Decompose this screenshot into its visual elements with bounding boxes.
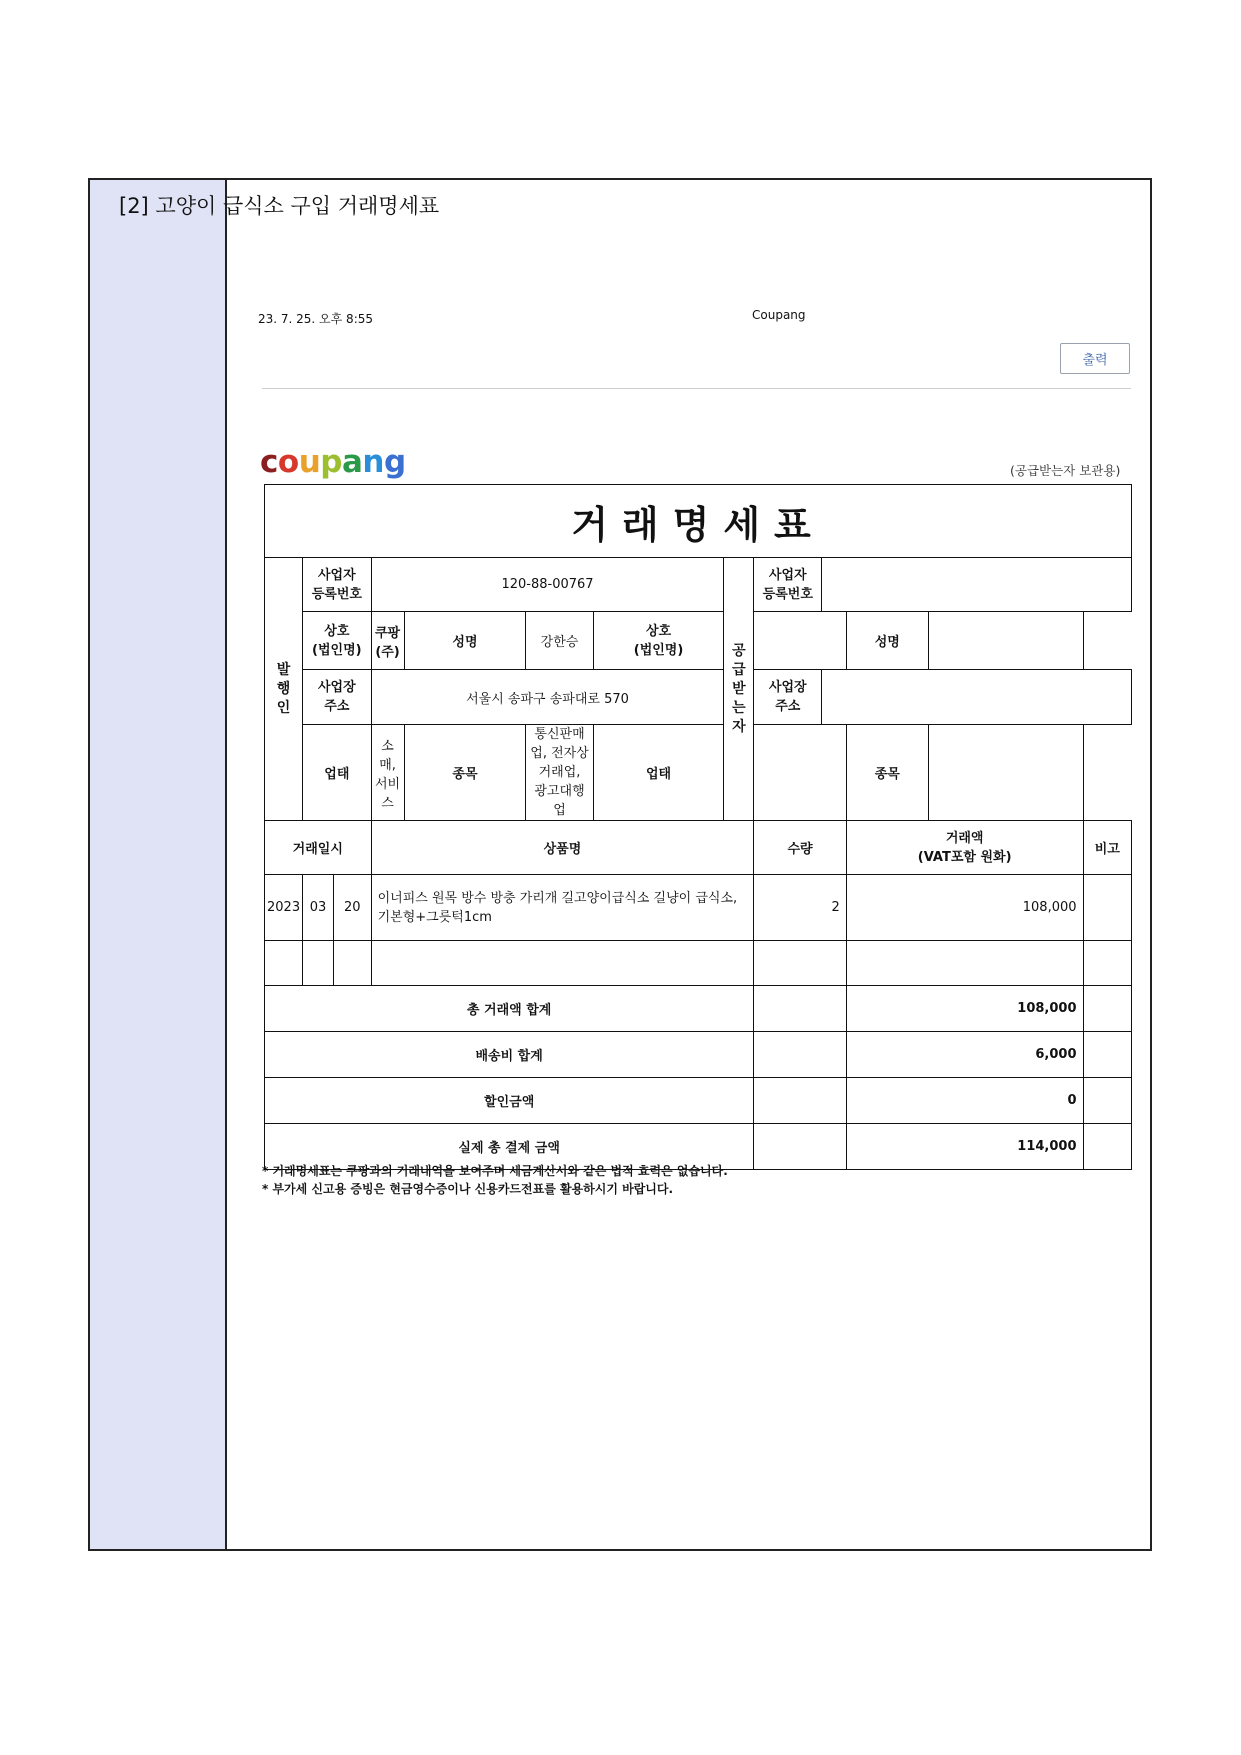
receiver-reg-no [822,558,1132,612]
item-day: 20 [333,875,371,941]
issuer-address-label: 사업장 주소 [303,670,371,725]
item-month: 03 [303,875,334,941]
logo-letter: u [298,444,321,480]
col-product-header: 상품명 [371,821,754,875]
footnotes [262,1162,728,1198]
logo-letter: n [362,444,384,480]
shipping-value: 6,000 [846,1032,1083,1078]
table-row [265,941,1132,986]
receiver-company [754,612,847,670]
issuer-biz-item-label: 종목 [404,725,526,821]
col-note-header: 비고 [1083,821,1131,875]
copy-type-note: (공급받는자 보관용) [1010,463,1121,478]
receiver-address [822,670,1132,725]
logo-letter: a [341,444,363,480]
item-qty: 2 [754,875,847,941]
payment-label: 실제 총 결제 금액 [265,1124,754,1170]
issuer-biz-type-label: 업태 [303,725,371,821]
receiver-name [928,612,1083,670]
issuer-company-label: 상호 (법인명) [303,612,371,670]
footnote: * 거래명세표는 쿠팡과의 거래내역을 보여주며 세금계산서와 같은 법적 효력은 없습니다. [262,1164,728,1178]
discount-label: 할인금액 [265,1078,754,1124]
issuer-company: 쿠팡(주) [371,612,404,670]
payment-value: 114,000 [846,1124,1083,1170]
logo-letter: o [277,444,299,480]
issuer-biz-item: 통신판매업, 전자상 거래업, 광고대행업 [526,725,593,821]
logo-letter: p [320,444,342,480]
receiver-name-label: 성명 [846,612,928,670]
total-value: 108,000 [846,986,1083,1032]
total-row [265,986,1132,1032]
total-row [265,1078,1132,1124]
receiver-biz-item-label: 종목 [846,725,928,821]
total-row [265,1032,1132,1078]
table-row [265,875,1132,941]
side-panel [90,180,227,1549]
coupang-logo [260,442,406,482]
receiver-biz-item [928,725,1083,821]
receiver-biz-type-label: 업태 [593,725,724,821]
item-product: 이너피스 원목 방수 방충 가리개 길고양이급식소 길냥이 급식소, 기본형+그릇턱1cm [371,875,754,941]
receiver-address-label: 사업장 주소 [754,670,822,725]
issuer-reg-no: 120-88-00767 [371,558,724,612]
discount-value: 0 [846,1078,1083,1124]
print-date: 23. 7. 25. 오후 8:55 [258,312,374,326]
item-year: 2023 [265,875,303,941]
site-name: Coupang [752,308,806,322]
invoice-table [264,484,1132,1170]
issuer-biz-type: 소매, 서비스 [371,725,404,821]
logo-letter: g [383,444,406,480]
item-note [1083,875,1131,941]
print-button[interactable]: 출력 [1060,343,1130,374]
receiver-company-label: 상호 (법인명) [593,612,724,670]
col-date-header: 거래일시 [265,821,372,875]
col-qty-header: 수량 [754,821,847,875]
issuer-reg-no-label: 사업자 등록번호 [303,558,371,612]
issuer-name-label: 성명 [404,612,526,670]
issuer-label: 발 행 인 [265,558,303,821]
footnote: * 부가세 신고용 증빙은 현금영수증이나 신용카드전표를 활용하시기 바랍니다. [262,1182,674,1196]
issuer-name: 강한승 [526,612,593,670]
issuer-address: 서울시 송파구 송파대로 570 [371,670,724,725]
logo-letter: c [260,444,278,480]
col-amount-header: 거래액 (VAT포함 원화) [846,821,1083,875]
document-title: [2] 고양이 급식소 구입 거래명세표 [119,194,440,218]
item-amount: 108,000 [846,875,1083,941]
divider [262,388,1131,389]
receiver-biz-type [754,725,847,821]
receiver-reg-no-label: 사업자 등록번호 [754,558,822,612]
shipping-label: 배송비 합계 [265,1032,754,1078]
receiver-label: 공 급 받 는 자 [724,558,754,821]
invoice-title: 거래명세표 [265,485,1132,558]
total-label: 총 거래액 합계 [265,986,754,1032]
